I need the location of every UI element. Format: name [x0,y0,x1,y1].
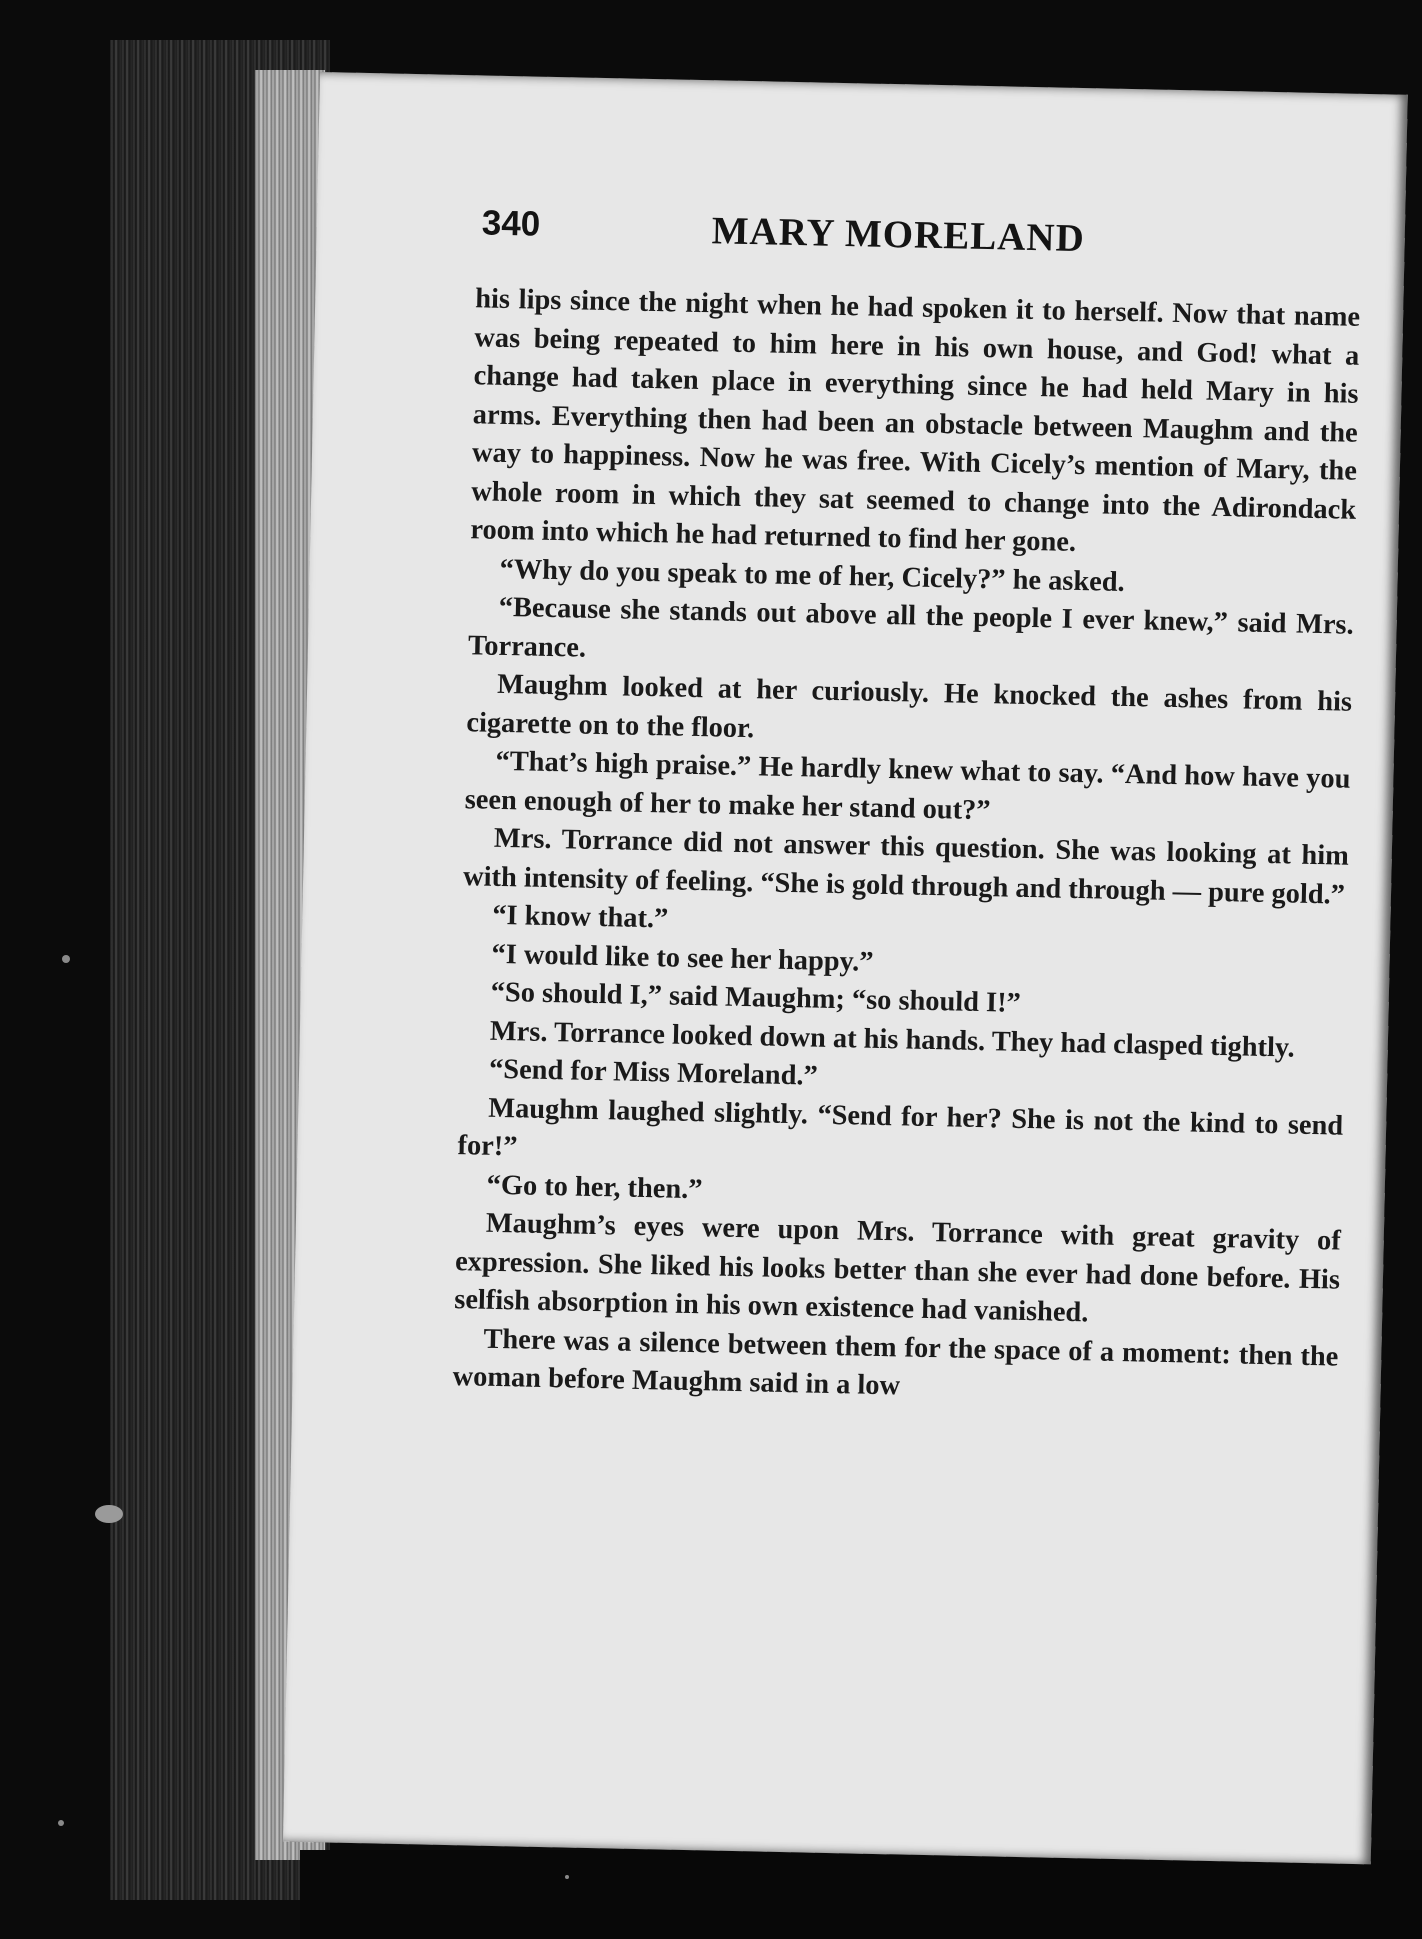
paragraph: his lips since the night when he had spoken it to herself. Now that name was being repeated to him here in his own house, and God! what a change had taken place in everything since he had held Mary in his arms. Everything then had been an obstacle between Maughm and the way to happiness. Now he was free. With Cicely’s mention of Mary, the whole room in which they sat seemed to change into the Adirondack room into which he had returned to find her gone. [470,283,1361,558]
paragraph: Maughm laughed slightly. “Send for her? She is not the kind to send for!” [457,1092,1344,1163]
dust-speck [62,955,70,963]
running-title: MARY MORELAND [711,209,1086,261]
paragraph: There was a silence between them for the space of a moment: then the woman before Maughm said in a low [452,1323,1339,1402]
bottom-shadow [300,1850,1422,1939]
dust-speck [565,1875,569,1879]
dust-speck [58,1820,64,1826]
page-header [481,203,1382,292]
body-text [452,280,1360,1415]
paragraph: “Because she stands out above all the people I ever knew,” said Mrs. Torrance. [467,591,1354,664]
paragraph: “I know that.” [492,899,669,935]
paragraph: Maughm looked at her curiously. He knocked the ashes from his cigarette on to the floor. [466,668,1353,744]
paragraph: “So should I,” said Maughm; “so should I!” [490,976,1022,1019]
paragraph: Maughm’s eyes were upon Mrs. Torrance with great gravity of expression. She liked his looks better than she ever had done before. His selfish absorption in his own existence had vanished. [453,1207,1342,1329]
paragraph: “Go to her, then.” [486,1169,703,1205]
book-page [283,72,1408,1864]
paragraph: “That’s high praise.” He hardly knew what to say. “And how have you seen enough of her to make her stand out?” [464,745,1351,826]
paragraph: “Send for Miss Moreland.” [488,1053,819,1092]
paragraph: “Why do you speak to me of her, Cicely?” he asked. [499,553,1125,598]
paragraph: “I would like to see her happy.” [491,938,874,978]
page-number: 340 [481,203,541,244]
paragraph: Mrs. Torrance looked down at his hands. They had clasped tightly. [489,1015,1295,1064]
dust-speck [95,1505,123,1523]
paragraph: Mrs. Torrance did not answer this question. She was looking at him with intensity of feeling. “She is gold through and through — pure gold.” [462,822,1350,911]
